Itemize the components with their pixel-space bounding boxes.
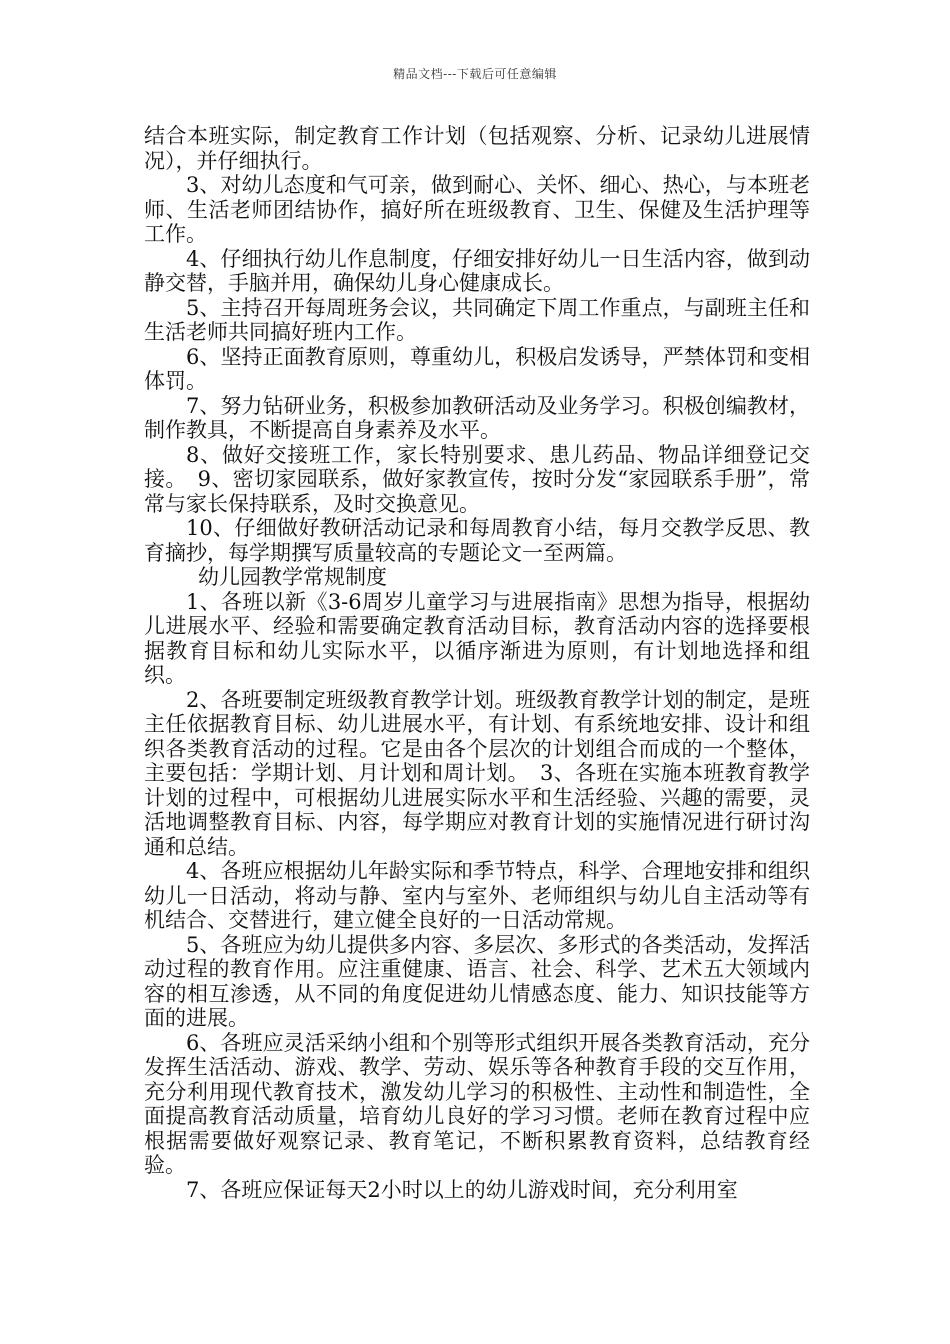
paragraph-item-8-9: 8、做好交接班工作，家长特别要求、患儿药品、物品详细登记交接。 9、密切家园联系，做好家教宣传，按时分发“家园联系手册”，常常与家长保持联系，及时交换意见。: [144, 442, 810, 516]
paragraph-rule-7: 7、各班应保证每天2小时以上的幼儿游戏时间，充分利用室: [186, 1177, 738, 1202]
section-title: 幼儿园教学常规制度: [198, 565, 387, 589]
paragraph-continuation: 结合本班实际，制定教育工作计划（包括观察、分析、记录幼儿进展情况），并仔细执行。: [144, 124, 810, 173]
paragraph-item-3: 3、对幼儿态度和气可亲，做到耐心、关怀、细心、热心，与本班老师、生活老师团结协作，搞好所在班级教育、卫生、保健及生活护理等工作。: [144, 173, 810, 246]
paragraph-rule-5: 5、各班应为幼儿提供多内容、多层次、多形式的各类活动，发挥活动过程的教育作用。应注重健康、语言、社会、科学、艺术五大领域内容的相互渗透，从不同的角度促进幼儿情感态度、能力、知识技能等方面的进展。: [144, 932, 810, 1030]
paragraph-item-5: 5、主持召开每周班务会议，共同确定下周工作重点，与副班主任和生活老师共同搞好班内工作。: [144, 295, 810, 344]
page-header: 精品文档---下载后可任意编辑: [393, 67, 557, 81]
paragraph-rule-4: 4、各班应根据幼儿年龄实际和季节特点，科学、合理地安排和组织幼儿一日活动，将动与静、室内与室外、老师组织与幼儿自主活动等有机结合、交替进行，建立健全良好的一日活动常规。: [144, 859, 810, 932]
paragraph-rule-2-3: 2、各班要制定班级教育教学计划。班级教育教学计划的制定，是班主任依据教育目标、幼儿进展水平，有计划、有系统地安排、设计和组织各类教育活动的过程。它是由各个层次的计划组合而成的一个整体，主要包括：学期计划、月计划和周计划。 3、各班在实施本班教育教学计划的过程中，可根据幼儿进展实际水平和生活经验、兴趣的需要，灵活地调整教育目标、内容，每学期应对教育计划的实施情况进行研讨沟通和总结。: [144, 687, 810, 859]
document-body: [144, 124, 810, 1202]
paragraph-rule-1: 1、各班以新《3-6周岁儿童学习与进展指南》思想为指导，根据幼儿进展水平、经验和需要确定教育活动目标，教育活动内容的选择要根据教育目标和幼儿实际水平，以循序渐进为原则，有计划地选择和组织。: [144, 589, 810, 687]
paragraph-item-10: 10、仔细做好教研活动记录和每周教育小结，每月交教学反思、教育摘抄，每学期撰写质量较高的专题论文一至两篇。: [144, 516, 810, 565]
paragraph-item-6: 6、坚持正面教育原则，尊重幼儿，积极启发诱导，严禁体罚和变相体罚。: [144, 344, 810, 393]
paragraph-rule-6: 6、各班应灵活采纳小组和个别等形式组织开展各类教育活动，充分发挥生活活动、游戏、教学、劳动、娱乐等各种教育手段的交互作用，充分利用现代教育技术，激发幼儿学习的积极性、主动性和制造性，全面提高教育活动质量，培育幼儿良好的学习习惯。老师在教育过程中应根据需要做好观察记录、教育笔记，不断积累教育资料，总结教育经验。: [144, 1030, 810, 1177]
paragraph-item-4: 4、仔细执行幼儿作息制度，仔细安排好幼儿一日生活内容，做到动静交替，手脑并用，确保幼儿身心健康成长。: [144, 246, 810, 295]
paragraph-item-7: 7、努力钻研业务，积极参加教研活动及业务学习。积极创编教材，制作教具，不断提高自身素养及水平。: [144, 393, 810, 442]
